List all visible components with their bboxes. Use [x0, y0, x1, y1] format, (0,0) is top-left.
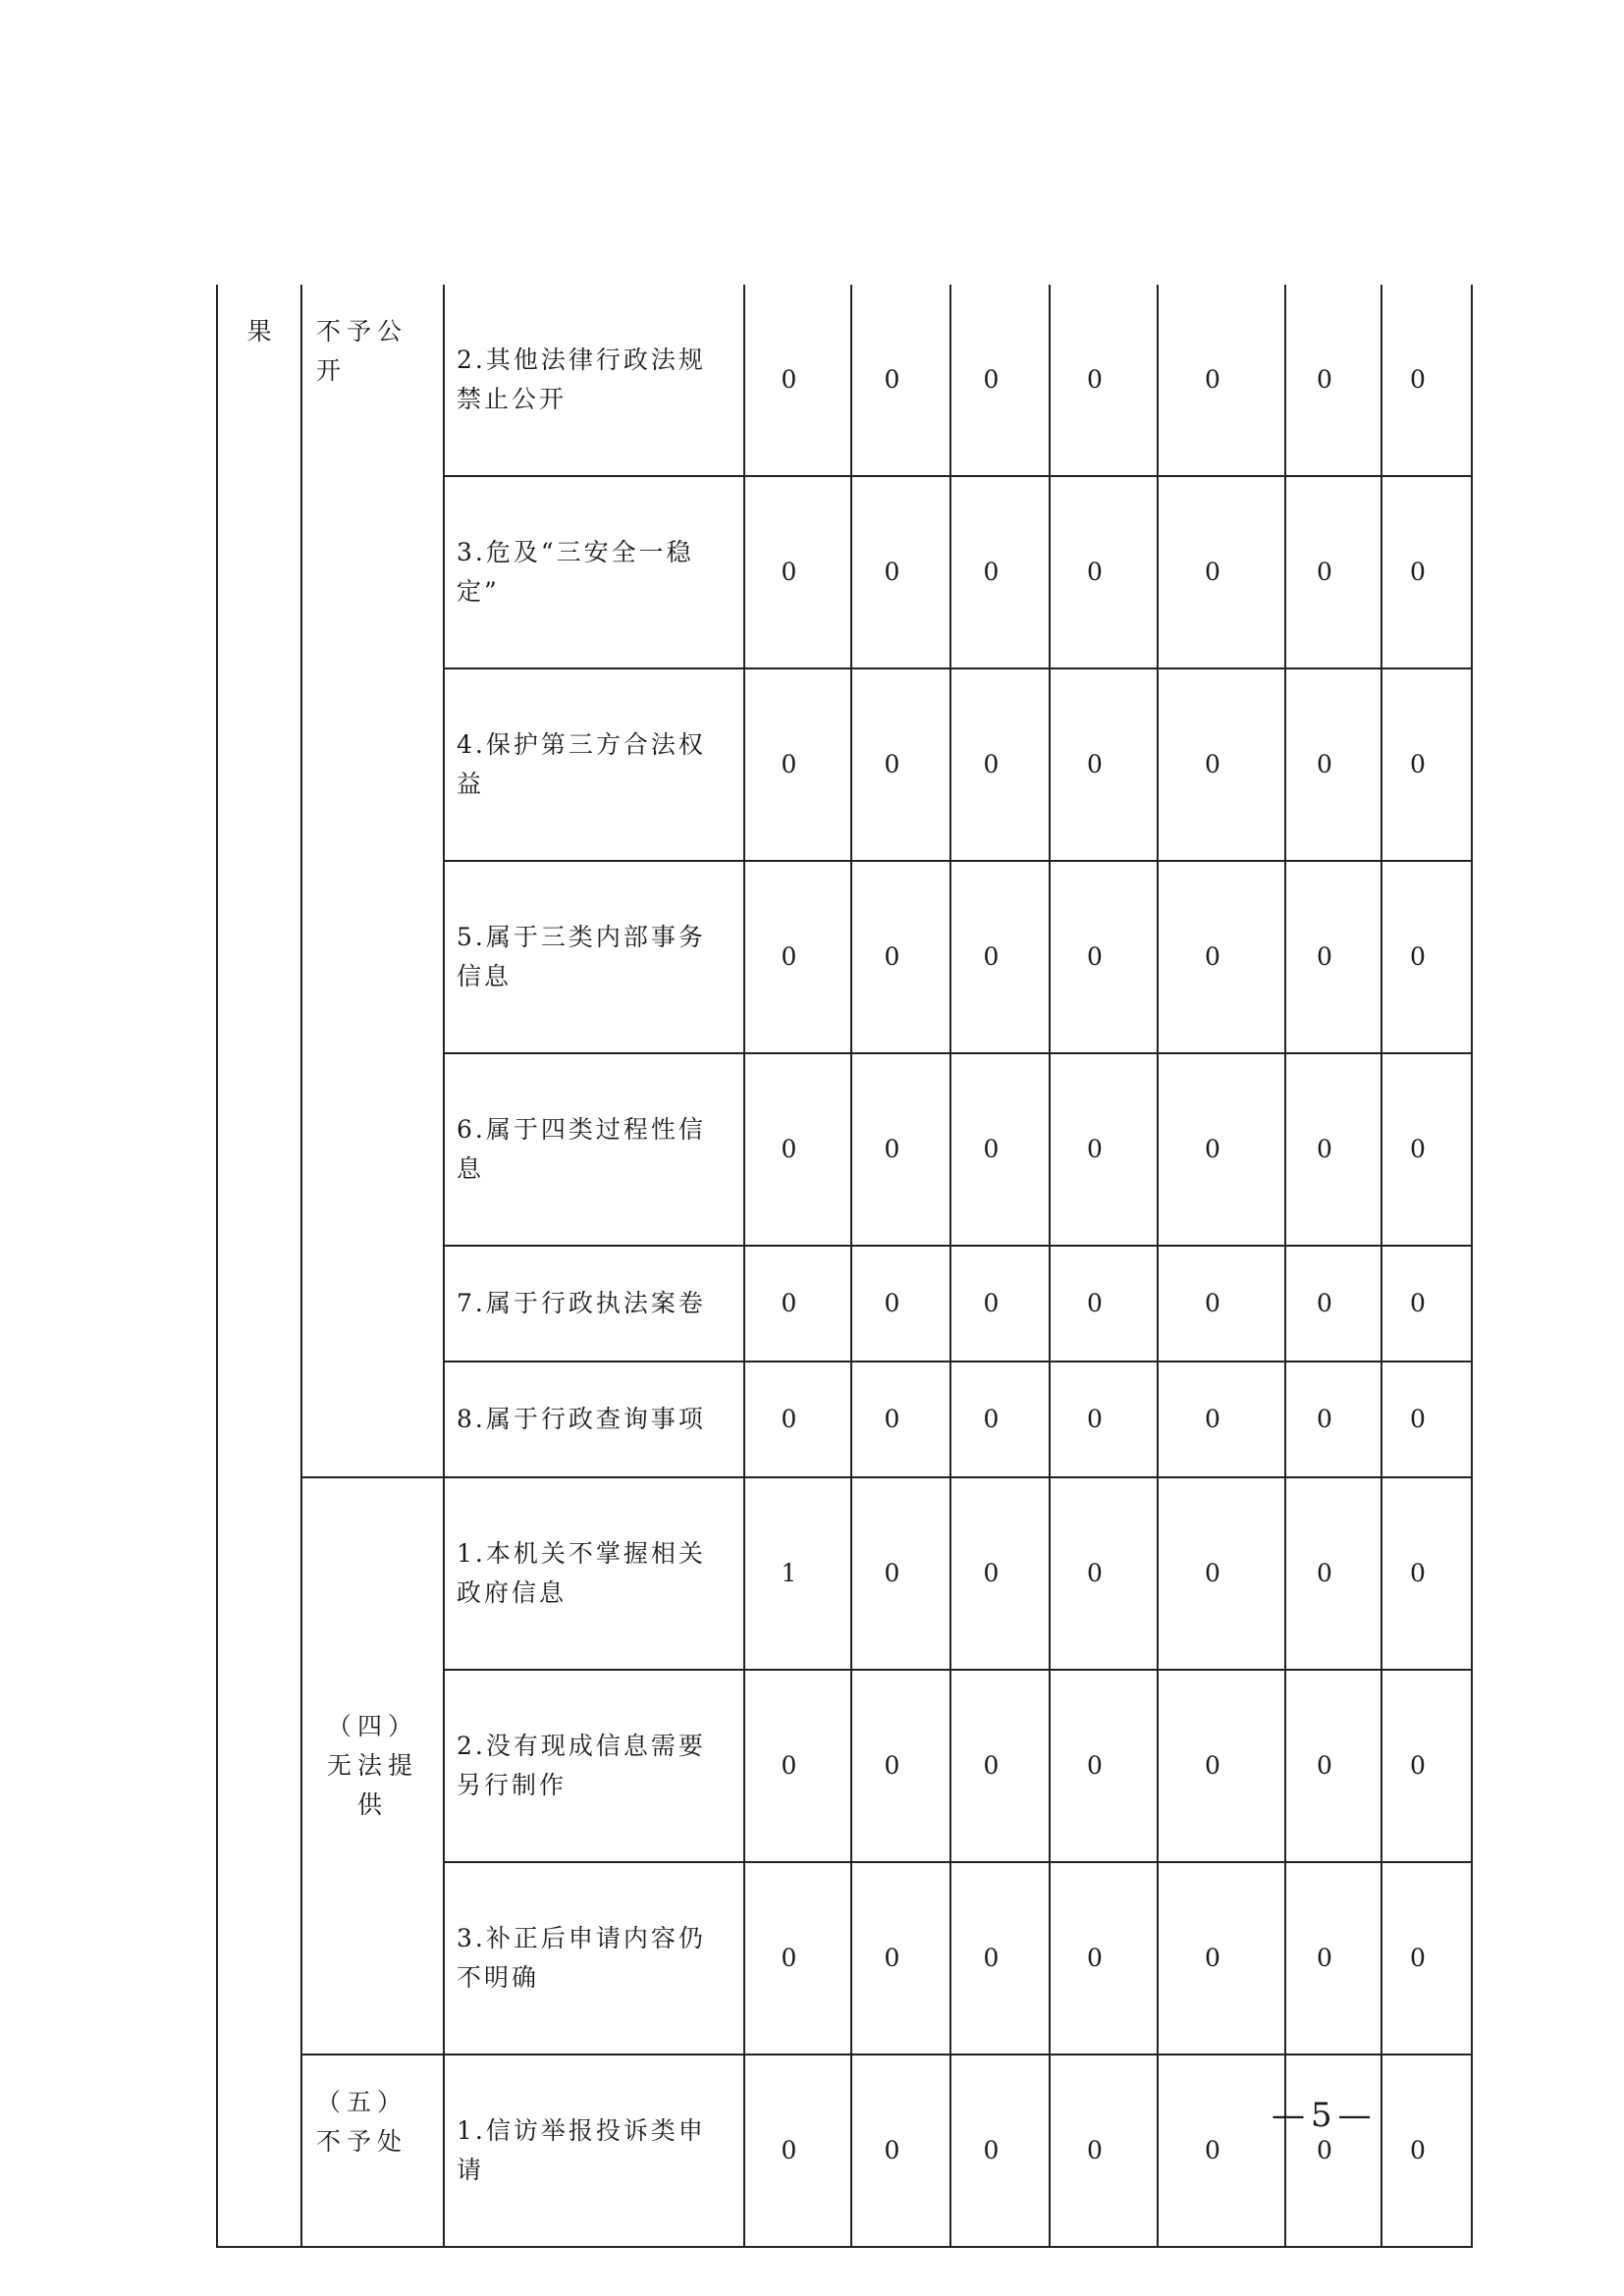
- statistics-table: [216, 285, 1473, 2248]
- group-cell-withhold: [301, 285, 444, 1477]
- value-cell: 0: [1158, 1362, 1285, 1477]
- value-cell: 0: [1285, 1862, 1381, 2055]
- value-cell: 0: [851, 476, 950, 668]
- value-cell: 0: [950, 1670, 1050, 1862]
- value-cell: 0: [1285, 285, 1381, 476]
- table-row: [217, 2055, 1472, 2247]
- table-row: [217, 285, 1472, 476]
- value-cell: 0: [744, 1053, 851, 1246]
- group-cell-not-processed: [301, 2055, 444, 2247]
- value-cell: 0: [1285, 476, 1381, 668]
- value-cell: 0: [744, 285, 851, 476]
- value-cell: 0: [1050, 668, 1158, 861]
- value-cell: 0: [851, 1246, 950, 1362]
- value-cell: 0: [1050, 1053, 1158, 1246]
- group-line: 不予处: [316, 2127, 408, 2156]
- value-cell: 0: [851, 2055, 950, 2247]
- value-cell: 0: [851, 1477, 950, 1670]
- page-number: —5—: [1272, 2096, 1378, 2135]
- group-line: 供: [356, 1790, 388, 1819]
- value-cell: 0: [744, 2055, 851, 2247]
- value-cell: 0: [1050, 861, 1158, 1053]
- value-cell: 0: [1381, 1053, 1472, 1246]
- value-cell: 0: [1158, 285, 1285, 476]
- value-cell: 0: [1050, 1670, 1158, 1862]
- value-cell: 0: [1285, 1670, 1381, 1862]
- value-cell: 0: [744, 1670, 851, 1862]
- table-row: [217, 1477, 1472, 1670]
- value-cell: 0: [1285, 668, 1381, 861]
- value-cell: 0: [1381, 1670, 1472, 1862]
- row-label: 4.保护第三方合法权益: [444, 668, 744, 861]
- value-cell: 0: [851, 285, 950, 476]
- value-cell: 0: [950, 2055, 1050, 2247]
- value-cell: 1: [744, 1477, 851, 1670]
- row-label: 3.危及“三安全一稳定”: [444, 476, 744, 668]
- group-line: 开: [316, 356, 348, 385]
- row-label: 7.属于行政执法案卷: [444, 1246, 744, 1362]
- value-cell: 0: [1158, 861, 1285, 1053]
- value-cell: 0: [950, 476, 1050, 668]
- row-label: 1.本机关不掌握相关政府信息: [444, 1477, 744, 1670]
- value-cell: 0: [744, 1362, 851, 1477]
- value-cell: 0: [1158, 1053, 1285, 1246]
- value-cell: 0: [950, 861, 1050, 1053]
- value-cell: 0: [851, 1053, 950, 1246]
- value-cell: 0: [950, 1862, 1050, 2055]
- value-cell: 0: [1158, 476, 1285, 668]
- value-cell: 0: [1158, 1862, 1285, 2055]
- value-cell: 0: [851, 668, 950, 861]
- row-label: 2.其他法律行政法规禁止公开: [444, 285, 744, 476]
- value-cell: 0: [950, 668, 1050, 861]
- row-label: 6.属于四类过程性信息: [444, 1053, 744, 1246]
- group-line: （五）: [316, 2088, 408, 2116]
- row-label: 2.没有现成信息需要另行制作: [444, 1670, 744, 1862]
- value-cell: 0: [1158, 2055, 1285, 2247]
- value-cell: 0: [1285, 861, 1381, 1053]
- group-line: （四）: [326, 1712, 418, 1740]
- value-cell: 0: [1050, 1246, 1158, 1362]
- value-cell: 0: [744, 668, 851, 861]
- value-cell: 0: [851, 1862, 950, 2055]
- value-cell: 0: [1381, 1362, 1472, 1477]
- value-cell: 0: [1285, 1477, 1381, 1670]
- value-cell: 0: [744, 1246, 851, 1362]
- value-cell: 0: [950, 1477, 1050, 1670]
- value-cell: 0: [1381, 2055, 1472, 2247]
- value-cell: 0: [851, 1362, 950, 1477]
- value-cell: 0: [1381, 1477, 1472, 1670]
- value-cell: 0: [1050, 2055, 1158, 2247]
- group-line: 不予公: [316, 317, 408, 346]
- value-cell: 0: [950, 1246, 1050, 1362]
- value-cell: 0: [851, 1670, 950, 1862]
- value-cell: 0: [1158, 1670, 1285, 1862]
- value-cell: 0: [1050, 285, 1158, 476]
- value-cell: 0: [1050, 1477, 1158, 1670]
- value-cell: 0: [1285, 1246, 1381, 1362]
- row-label: 5.属于三类内部事务信息: [444, 861, 744, 1053]
- value-cell: 0: [1158, 1246, 1285, 1362]
- value-cell: 0: [1285, 1053, 1381, 1246]
- value-cell: 0: [1285, 2055, 1381, 2247]
- value-cell: 0: [1050, 1862, 1158, 2055]
- value-cell: 0: [1381, 1862, 1472, 2055]
- value-cell: 0: [1381, 668, 1472, 861]
- value-cell: 0: [744, 476, 851, 668]
- value-cell: 0: [1158, 668, 1285, 861]
- value-cell: 0: [1285, 1362, 1381, 1477]
- value-cell: 0: [1158, 1477, 1285, 1670]
- value-cell: 0: [1050, 1362, 1158, 1477]
- value-cell: 0: [1381, 861, 1472, 1053]
- value-cell: 0: [744, 1862, 851, 2055]
- category-cell: 果: [217, 285, 301, 2247]
- value-cell: 0: [950, 1053, 1050, 1246]
- value-cell: 0: [744, 861, 851, 1053]
- value-cell: 0: [950, 1362, 1050, 1477]
- row-label: 1.信访举报投诉类申请: [444, 2055, 744, 2247]
- value-cell: 0: [1381, 285, 1472, 476]
- row-label: 3.补正后申请内容仍不明确: [444, 1862, 744, 2055]
- value-cell: 0: [851, 861, 950, 1053]
- value-cell: 0: [950, 285, 1050, 476]
- value-cell: 0: [1381, 1246, 1472, 1362]
- value-cell: 0: [1381, 476, 1472, 668]
- row-label: 8.属于行政查询事项: [444, 1362, 744, 1477]
- group-line: 无法提: [326, 1751, 418, 1780]
- group-cell-unavailable: [301, 1477, 444, 2055]
- value-cell: 0: [1050, 476, 1158, 668]
